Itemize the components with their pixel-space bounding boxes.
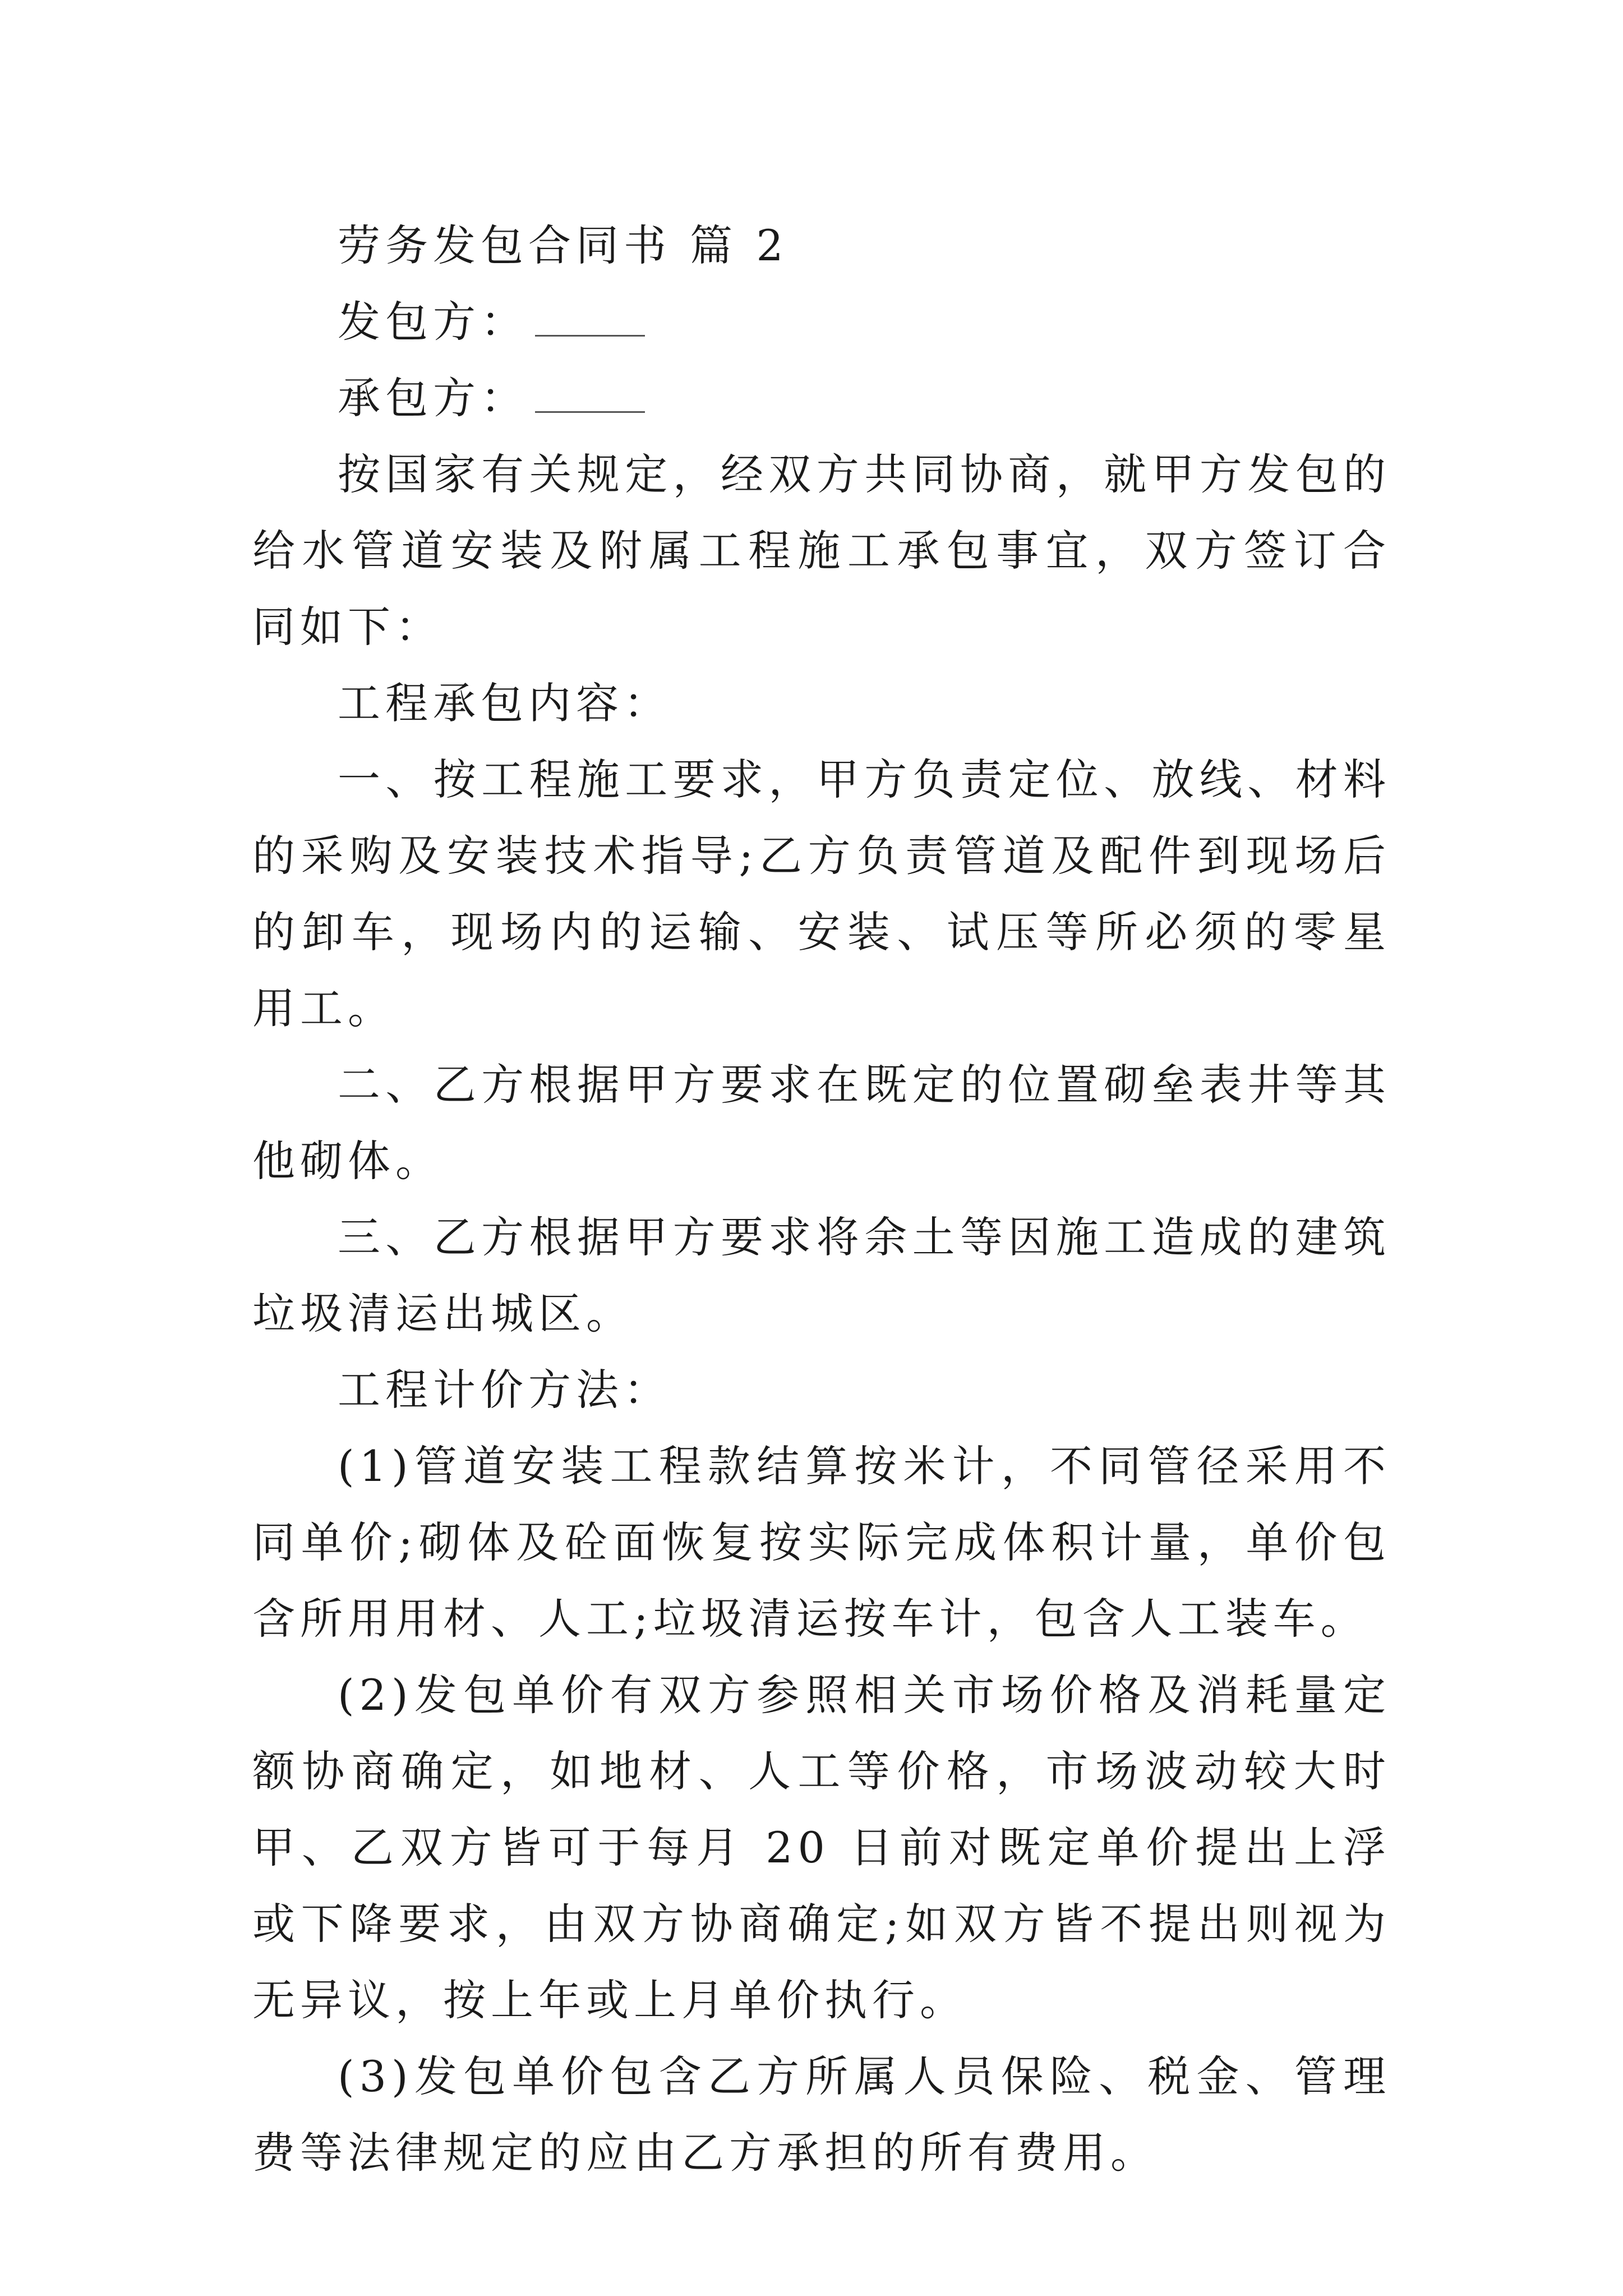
item-3: 三、乙方根据甲方要求将余土等因施工造成的建筑垃圾清运出城区。 [252, 1212, 1391, 1338]
party-b-label: 承包方： [338, 373, 528, 423]
party-a-blank [535, 292, 645, 337]
clause-3: (3)发包单价包含乙方所属人员保险、税金、管理费等法律规定的应由乙方承担的所有费用。 [252, 2051, 1391, 2178]
item-2: 二、乙方根据甲方要求在既定的位置砌垒表井等其他砌体。 [252, 1060, 1391, 1186]
section-heading-content: 工程承包内容： [338, 678, 671, 728]
party-b-line [252, 360, 1391, 436]
party-a-label: 发包方： [338, 297, 528, 347]
intro-paragraph: 按国家有关规定，经双方共同协商，就甲方发包的给水管道安装及附属工程施工承包事宜，双方签订合同如下： [252, 449, 1391, 652]
item-1: 一、按工程施工要求，甲方负责定位、放线、材料的采购及安装技术指导;乙方负责管道及配件到现场后的卸车，现场内的运输、安装、试压等所必须的零星用工。 [252, 754, 1391, 1033]
document-title: 劳务发包合同书 篇 2 [338, 220, 789, 270]
section-heading-pricing: 工程计价方法： [338, 1365, 671, 1415]
document-page [252, 208, 1391, 2191]
clause-1: (1)管道安装工程款结算按米计，不同管径采用不同单价;砌体及砼面恢复按实际完成体积计量，单价包含所用用材、人工;垃圾清运按车计，包含人工装车。 [252, 1441, 1391, 1644]
party-b-blank [535, 369, 645, 413]
clause-2: (2)发包单价有双方参照相关市场价格及消耗量定额协商确定，如地材、人工等价格，市场波动较大时甲、乙双方皆可于每月 20 日前对既定单价提出上浮或下降要求，由双方协商确定;如双方皆不提出则视为无异议，按上年或上月单价执行。 [252, 1670, 1391, 2025]
party-a-line [252, 284, 1391, 360]
